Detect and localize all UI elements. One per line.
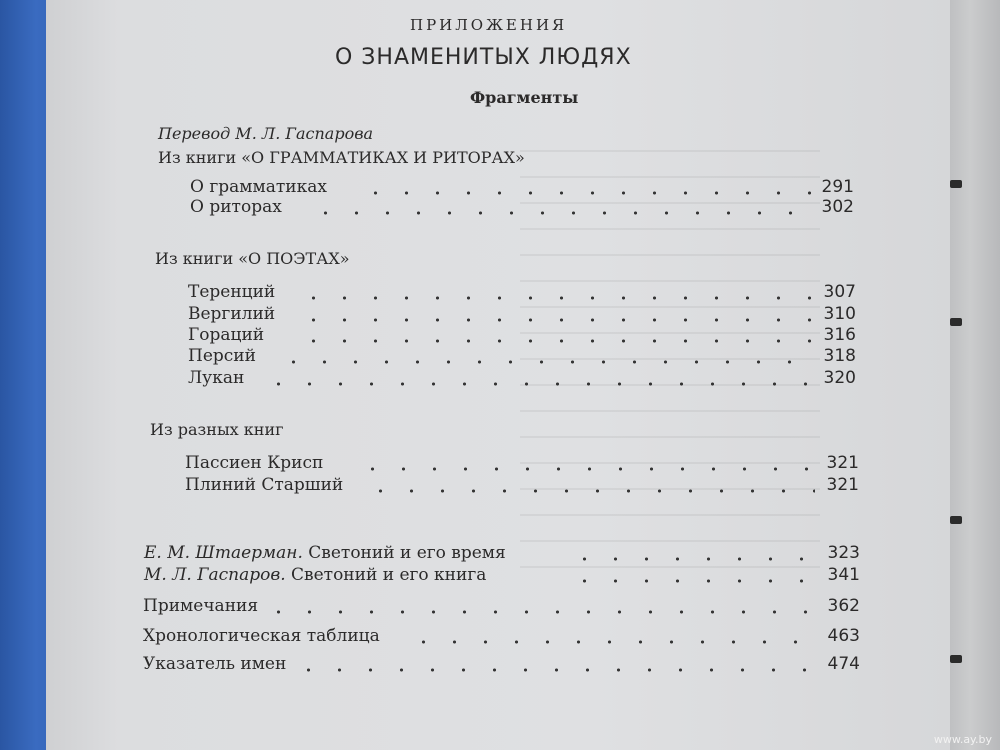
essay-title: Светоний и его время bbox=[308, 543, 506, 563]
toc-entry-page: 463 bbox=[827, 626, 860, 646]
leader-dots bbox=[569, 557, 814, 561]
leader-dots bbox=[298, 318, 816, 322]
toc-entry-page: 291 bbox=[821, 177, 854, 197]
toc-entry-page: 321 bbox=[826, 475, 859, 495]
toc-entry-page: 321 bbox=[826, 453, 859, 473]
section-title-poets: Из книги «О ПОЭТАХ» bbox=[155, 249, 350, 268]
toc-entry-label: Указатель имен bbox=[143, 654, 287, 674]
leader-dots bbox=[298, 339, 816, 343]
toc-entry[interactable] bbox=[190, 197, 854, 219]
toc-entry[interactable] bbox=[190, 177, 854, 199]
page-stack-edge bbox=[950, 0, 1000, 750]
section-title-grammarians: Из книги «О ГРАММАТИКАХ И РИТОРАХ» bbox=[158, 148, 525, 167]
section-title-various: Из разных книг bbox=[150, 420, 284, 439]
essay-entry-page: 323 bbox=[827, 543, 860, 563]
toc-entry[interactable] bbox=[188, 325, 856, 347]
toc-entry-page: 302 bbox=[821, 197, 854, 217]
translator-credit: Перевод М. Л. Гаспарова bbox=[158, 124, 374, 143]
toc-entry-label: Лукан bbox=[188, 368, 245, 388]
toc-entry-label: Плиний Старший bbox=[185, 475, 344, 495]
page-title: О ЗНАМЕНИТЫХ ЛЮДЯХ bbox=[335, 45, 632, 70]
toc-entry[interactable] bbox=[185, 453, 859, 475]
leader-dots bbox=[357, 467, 815, 471]
toc-entry[interactable] bbox=[143, 626, 860, 648]
leader-dots bbox=[360, 191, 814, 195]
toc-entry-page: 320 bbox=[823, 368, 856, 388]
toc-entry[interactable] bbox=[185, 475, 859, 497]
toc-entry-page: 307 bbox=[823, 282, 856, 302]
leader-dots bbox=[263, 610, 814, 614]
leader-dots bbox=[408, 640, 814, 644]
toc-entry-label: Вергилий bbox=[188, 304, 276, 324]
toc-entry-label: Примечания bbox=[143, 596, 259, 616]
page-edge-mark bbox=[950, 516, 962, 524]
toc-entry-page: 316 bbox=[823, 325, 856, 345]
toc-entry-page: 362 bbox=[827, 596, 860, 616]
toc-entry[interactable] bbox=[188, 346, 856, 368]
page-edge-mark bbox=[950, 655, 962, 663]
essay-author: М. Л. Гаспаров. bbox=[144, 565, 286, 585]
toc-entry[interactable] bbox=[188, 282, 856, 304]
toc-entry-label: О риторах bbox=[190, 197, 282, 217]
leader-dots bbox=[298, 296, 816, 300]
appendix-heading: ПРИЛОЖЕНИЯ bbox=[410, 16, 568, 34]
leader-dots bbox=[278, 360, 816, 364]
toc-entry[interactable] bbox=[143, 654, 860, 676]
toc-entry-label: Пассиен Крисп bbox=[185, 453, 324, 473]
essay-entry[interactable] bbox=[144, 543, 860, 565]
site-watermark: www.ay.by bbox=[933, 733, 992, 746]
toc-entry[interactable] bbox=[143, 596, 860, 618]
toc-entry-page: 318 bbox=[823, 346, 856, 366]
leader-dots bbox=[293, 668, 814, 672]
essay-entry-page: 341 bbox=[827, 565, 860, 585]
essay-title: Светоний и его книга bbox=[291, 565, 487, 585]
essay-entry-label bbox=[144, 543, 506, 563]
leader-dots bbox=[263, 382, 816, 386]
toc-entry-label: Гораций bbox=[188, 325, 265, 345]
page-edge-mark bbox=[950, 318, 962, 326]
leader-dots bbox=[365, 489, 815, 493]
toc-entry-label: Теренций bbox=[188, 282, 276, 302]
toc-entry-page: 310 bbox=[823, 304, 856, 324]
toc-entry[interactable] bbox=[188, 368, 856, 390]
subtitle: Фрагменты bbox=[470, 88, 579, 107]
toc-entry[interactable] bbox=[188, 304, 856, 326]
leader-dots bbox=[569, 579, 814, 583]
essay-entry-label bbox=[144, 565, 486, 585]
essay-author: Е. М. Штаерман. bbox=[144, 543, 303, 563]
toc-entry-label: Хронологическая таблица bbox=[143, 626, 380, 646]
toc-entry-label: Персий bbox=[188, 346, 256, 366]
essay-entry[interactable] bbox=[144, 565, 860, 587]
toc-entry-label: О грамматиках bbox=[190, 177, 327, 197]
toc-entry-page: 474 bbox=[827, 654, 860, 674]
leader-dots bbox=[310, 211, 814, 215]
page-edge-mark bbox=[950, 180, 962, 188]
